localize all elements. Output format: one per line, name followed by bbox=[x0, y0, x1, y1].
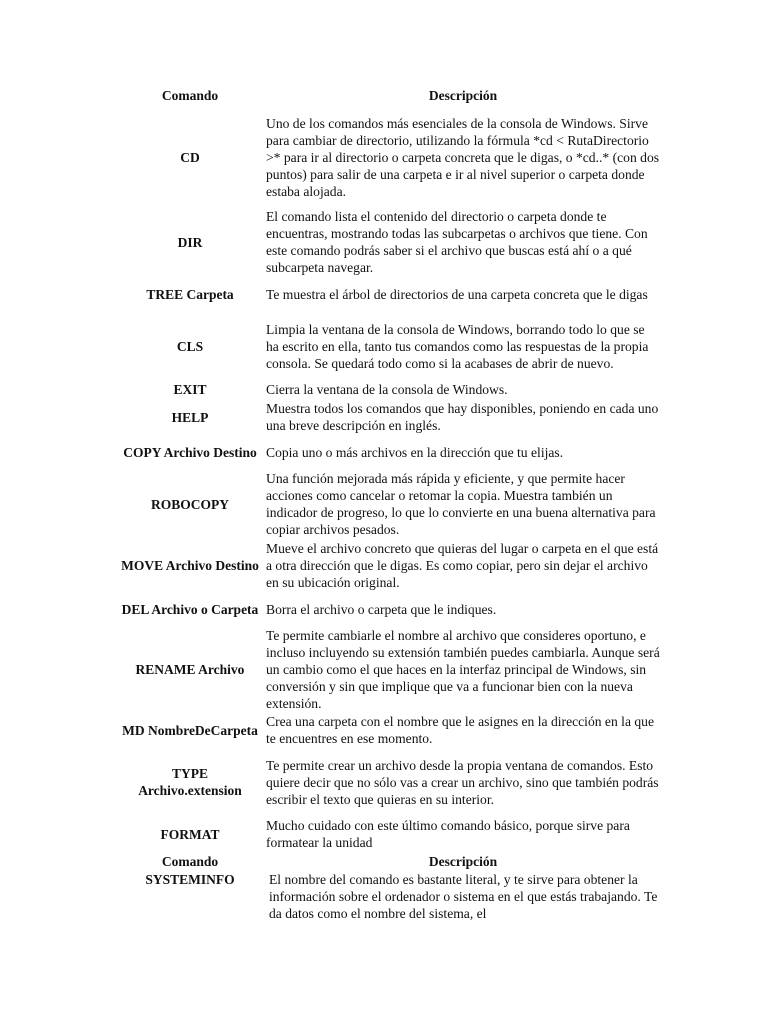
table1-header-description: Descripción bbox=[428, 88, 498, 103]
command-dir: DIR bbox=[177, 234, 203, 250]
command-copy: COPY Archivo Destino bbox=[123, 444, 257, 460]
command-md: MD NombreDeCarpeta bbox=[122, 722, 258, 738]
description-tree: Te muestra el árbol de directorios de una carpeta concreta que le digas bbox=[266, 286, 648, 302]
description-md: Crea una carpeta con el nombre que le asignes en la dirección en la que te encuentres en ese momento. bbox=[266, 714, 654, 746]
command-robocopy: ROBOCOPY bbox=[150, 496, 229, 512]
description-dir: El comando lista el contenido del directorio o carpeta donde te encuentras, mostrando todas las subcarpetas o archivos que tiene. Con este comando podrás saber si el archivo que buscas está ahí o a qué subcarpeta navegar. bbox=[266, 209, 648, 275]
description-move: Mueve el archivo concreto que quieras del lugar o carpeta en el que está a otra dirección que le digas. Es como copiar, pero sin dejar el archivo en su ubicación original. bbox=[266, 540, 659, 590]
command-rename: RENAME Archivo bbox=[135, 662, 245, 677]
command-cd: CD bbox=[180, 149, 200, 165]
description-robocopy: Una función mejorada más rápida y eficiente, y que permite hacer acciones como cancelar o retomar la copia. Muestra también un indicador de progreso, lo que lo convierte en una buena alternativa para copiar archivos pesados. bbox=[266, 471, 656, 537]
command-help: HELP bbox=[171, 409, 209, 425]
command-type: TYPE Archivo.extension bbox=[138, 766, 242, 798]
description-type: Te permite crear un archivo desde la propia ventana de comandos. Esto quiere decir que no sólo vas a crear un archivo, sino que también podrás escribir el texto que quieras en su interior. bbox=[266, 757, 659, 807]
command-move: MOVE Archivo Destino bbox=[121, 557, 259, 573]
description-copy: Copia uno o más archivos en la dirección que tu elijas. bbox=[266, 444, 564, 460]
description-del: Borra el archivo o carpeta que le indiques. bbox=[266, 601, 497, 617]
command-exit: EXIT bbox=[173, 382, 207, 397]
description-cls: Limpia la ventana de la consola de Windows, borrando todo lo que se ha escrito en ella, tanto tus comandos como las respuestas de la propia consola. Se quedará todo como si la acabases de abrir de nuevo. bbox=[266, 321, 649, 371]
table1-header-command: Comando bbox=[161, 88, 219, 103]
description-format: Mucho cuidado con este último comando básico, porque sirve para formatear la unidad bbox=[266, 818, 630, 850]
table2-header-description: Descripción bbox=[428, 854, 498, 869]
command-format: FORMAT bbox=[160, 826, 220, 842]
description-help: Muestra todos los comandos que hay disponibles, poniendo en cada uno una breve descripción en inglés. bbox=[266, 401, 659, 433]
command-cls: CLS bbox=[176, 338, 204, 354]
command-tree: TREE Carpeta bbox=[146, 286, 234, 302]
description-rename: Te permite cambiarle el nombre al archivo que consideres oportuno, e incluso incluyendo su extensión también puedes cambiarla. Aunque será un cambio como el que haces en la interfaz principal de Windows, sin conversión y sin que implique que va a funcionar bien con la nueva extensión. bbox=[266, 628, 660, 711]
description-cd: Uno de los comandos más esenciales de la consola de Windows. Sirve para cambiar de directorio, utilizando la fórmula *cd < RutaDirectorio >* para ir al directorio o carpeta concreta que le digas, o *cd..* (con dos puntos) para salir de una carpeta e ir al nivel superior o carpeta donde estaba alojada. bbox=[266, 115, 660, 199]
table2-header-command: Comando bbox=[161, 854, 219, 869]
description-systeminfo: El nombre del comando es bastante literal, y te sirve para obtener la información sobre el ordenador o sistema en el que estás trabajando. Te da datos como el nombre del sistema, el bbox=[269, 872, 658, 921]
command-del: DEL Archivo o Carpeta bbox=[121, 601, 259, 617]
description-exit: Cierra la ventana de la consola de Windows. bbox=[266, 382, 508, 397]
command-systeminfo: SYSTEMINFO bbox=[145, 872, 235, 887]
